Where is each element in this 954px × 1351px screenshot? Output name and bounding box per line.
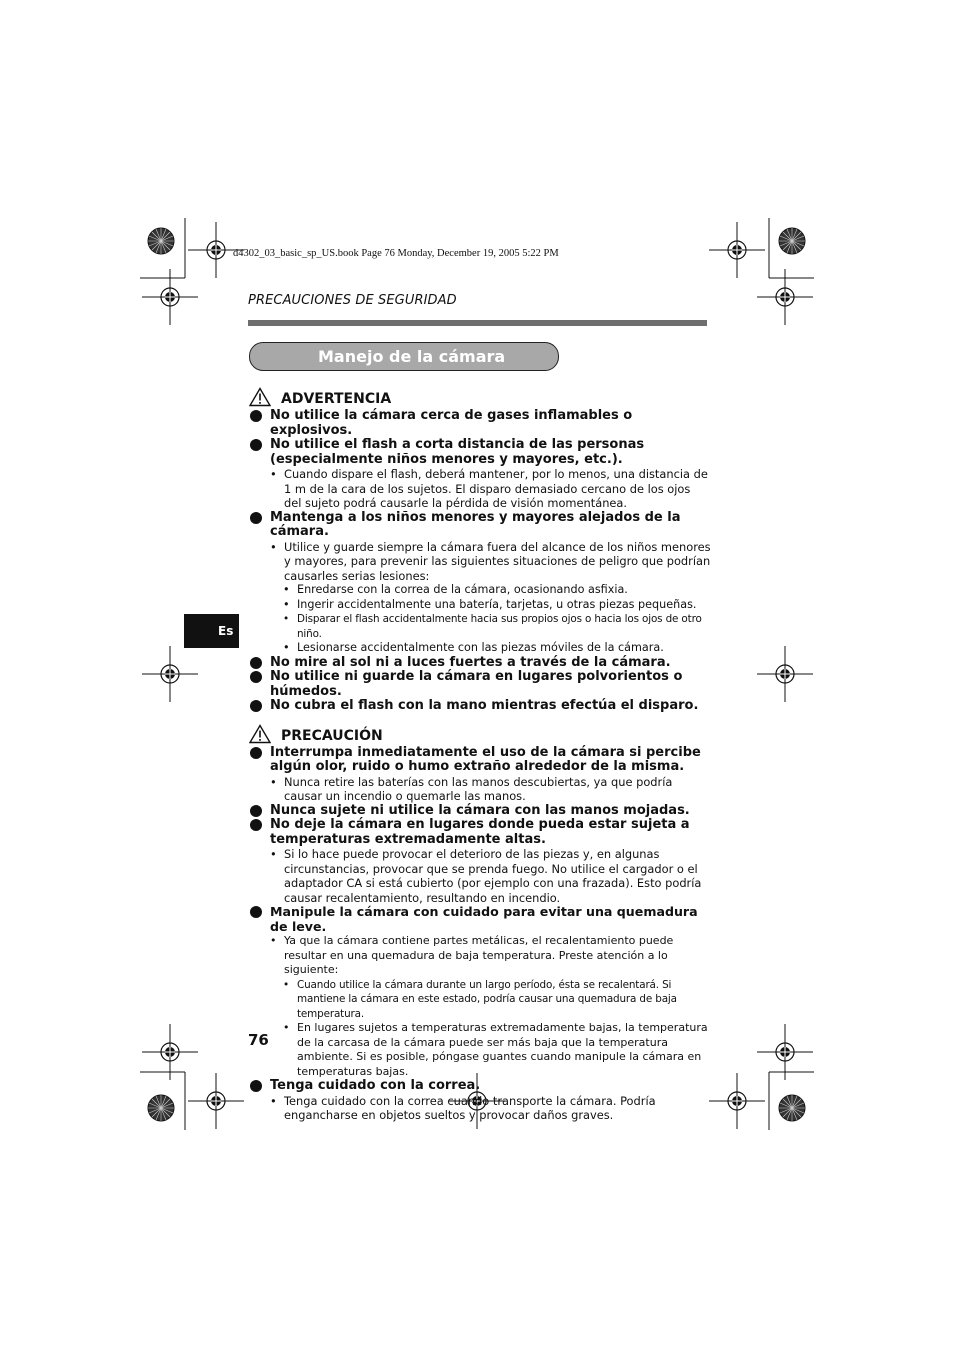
warning-subitem: • Utilice y guarde siempre la cámara fuera del alcance de los niños menores y mayores, para prevenir las siguientes situaciones de peligro que podrían causarles serias lesiones: — [249, 540, 711, 584]
warning-subsubitem: • Enredarse con la correa de la cámara, ocasionando asfixia. — [249, 583, 711, 598]
warning-subsubitem: • Lesionarse accidentalmente con las piezas móviles de la cámara. — [249, 641, 711, 656]
caution-subsubitem: • En lugares sujetos a temperaturas extremadamente bajas, la temperatura de la carcasa de la cámara puede ser más baja que la temperatura ambiente. Si es posible, póngase guantes cuando manipule la cámara en temperaturas bajas. — [249, 1021, 711, 1079]
page-title-banner — [249, 342, 559, 371]
caution-heading — [249, 724, 711, 746]
caution-item: Interrumpa inmediatamente el uso de la cámara si percibe algún olor, ruido o humo extraño alrededor de la misma. — [249, 746, 711, 775]
caution-label: PRECAUCIÓN — [281, 727, 383, 744]
page-title: Manejo de la cámara — [318, 347, 506, 366]
caution-subitem: • Nunca retire las baterías con las manos descubiertas, ya que podría causar un incendio o quemarle las manos. — [249, 775, 711, 804]
caution-item: Manipule la cámara con cuidado para evitar una quemadura de leve. — [249, 905, 711, 934]
section-header: PRECAUCIONES DE SEGURIDAD — [248, 293, 457, 308]
caution-triangle-icon — [249, 724, 271, 744]
warning-item: No cubra el flash con la mano mientras efectúa el disparo. — [249, 699, 711, 714]
page-number: 76 — [248, 1031, 269, 1049]
warning-subsubitem: • Ingerir accidentalmente una batería, tarjetas, u otras piezas pequeñas. — [249, 598, 711, 613]
caution-subsubitem: • Cuando utilice la cámara durante un largo período, ésta se recalentará. Si mantiene la cámara en este estado, podría causar una quemadura de baja temperatura. — [249, 978, 711, 1022]
caution-item: Tenga cuidado con la correa. — [249, 1079, 711, 1094]
caution-subitem: • Si lo hace puede provocar el deterioro de las piezas y, en algunas circunstancias, provocar que se prenda fuego. No utilice el cargador o el adaptador CA si está cubierto (por ejemplo con una frazada). Esto podría causar recalentamiento, resultando en incendio. — [249, 847, 711, 905]
warning-subitem: • Cuando dispare el flash, deberá mantener, por lo menos, una distancia de 1 m de la cara de los sujetos. El disparo demasiado cercano de los ojos del sujeto podrá causarle la pérdida de visión momentánea. — [249, 467, 711, 511]
caution-item: No deje la cámara en lugares donde pueda estar sujeta a temperaturas extremadamente altas. — [249, 818, 711, 847]
book-file-header: d4302_03_basic_sp_US.book Page 76 Monday, December 19, 2005 5:22 PM — [233, 248, 559, 259]
warning-heading — [249, 387, 711, 409]
language-tab: Es — [184, 614, 239, 648]
warning-triangle-icon — [249, 387, 271, 407]
header-rule — [248, 320, 707, 326]
warning-item: No mire al sol ni a luces fuertes a través de la cámara. — [249, 656, 711, 671]
safety-content — [249, 387, 711, 1123]
caution-subitem: • Ya que la cámara contiene partes metálicas, el recalentamiento puede resultar en una quemadura de baja temperatura. Preste atención a lo siguiente: — [249, 934, 711, 978]
warning-item: Mantenga a los niños menores y mayores alejados de la cámara. — [249, 511, 711, 540]
warning-label: ADVERTENCIA — [281, 391, 392, 407]
warning-subsubitem: • Disparar el flash accidentalmente hacia sus propios ojos o hacia los ojos de otro niño. — [249, 612, 711, 641]
caution-subitem: • Tenga cuidado con la correa cuando transporte la cámara. Podría engancharse en objetos sueltos y provocar daños graves. — [249, 1094, 711, 1123]
warning-item: No utilice la cámara cerca de gases inflamables o explosivos. — [249, 409, 711, 438]
warning-item: No utilice ni guarde la cámara en lugares polvorientos o húmedos. — [249, 670, 711, 699]
caution-item: Nunca sujete ni utilice la cámara con las manos mojadas. — [249, 804, 711, 819]
warning-item: No utilice el flash a corta distancia de las personas (especialmente niños menores y mayores, etc.). — [249, 438, 711, 467]
